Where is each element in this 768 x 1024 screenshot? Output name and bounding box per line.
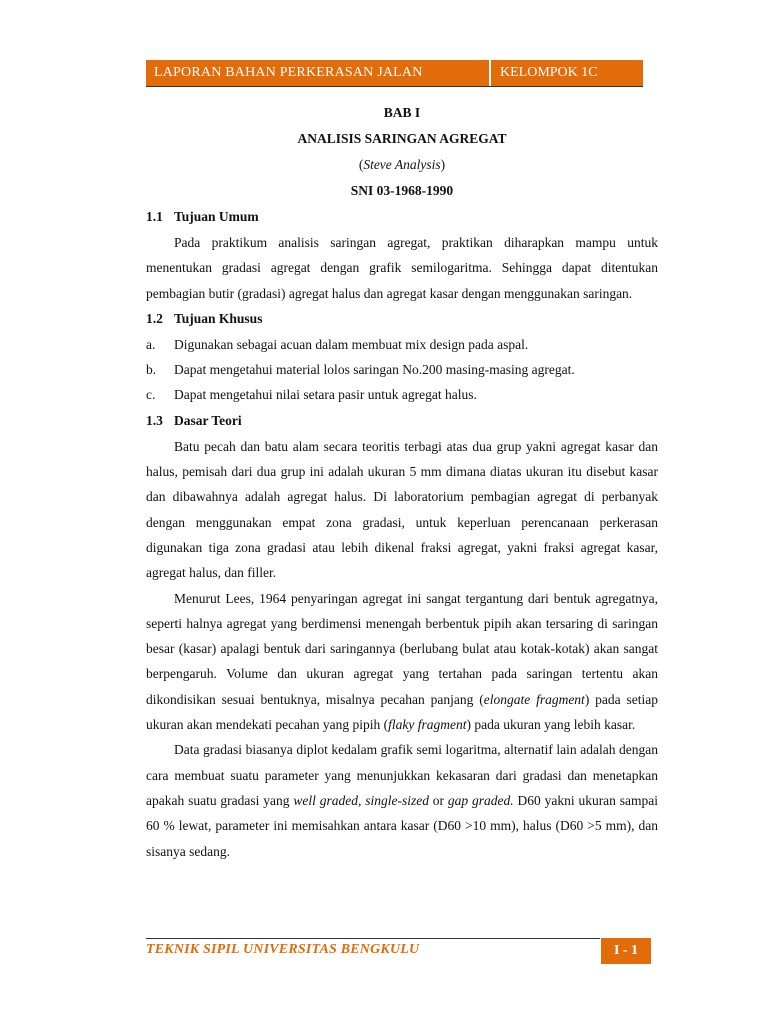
section-number: 1.1 — [146, 209, 163, 224]
list-item-text: Digunakan sebagai acuan dalam membuat mix design pada aspal. — [174, 336, 529, 352]
para3-term-single-sized: single-sized — [365, 792, 429, 808]
para3-term-well-graded: well graded, — [293, 792, 362, 808]
section-title: Tujuan Umum — [174, 209, 259, 224]
para2-text-a: Menurut Lees, 1964 penyaringan agregat ini sangat tergantung dari bentuk agregatnya, seperti halnya agregat yang berdimensi menengah berbentuk pipih akan tersaring di saringan besar (kasar) apalagi bentuk dari saringannya (berlubang bulat atau kotak-kotak) akan sangat berpengaruh. Volume dan ukuran agregat yang tertahan pada saringan tertentu akan dikondisikan sesuai bentuknya, misalnya pecahan panjang ( — [146, 590, 658, 707]
section-heading-1-2 — [146, 306, 658, 332]
para2-term-elongate: elongate fragment — [483, 691, 585, 707]
subtitle-text: Steve Analysis — [363, 157, 441, 172]
footer-institution: TEKNIK SIPIL UNIVERSITAS BENGKULU — [146, 942, 420, 957]
list-item-text: Dapat mengetahui nilai setara pasir untuk agregat halus. — [174, 387, 477, 403]
chapter-label: BAB I — [383, 105, 421, 120]
para2-term-flaky: flaky fragment — [388, 717, 467, 733]
document-body — [146, 100, 658, 864]
chapter-title: ANALISIS SARINGAN AGREGAT — [297, 131, 507, 146]
paragraph-dasar-teori-2 — [146, 586, 658, 738]
paragraph-dasar-teori-1: Batu pecah dan batu alam secara teoritis terbagi atas dua grup yakni agregat kasar dan halus, pemisah dari dua grup ini adalah ukuran 5 mm dimana diatas ukuran itu disebut kasar dan dibawahnya adalah agregat halus. Di laboratorium pembagian agregat di perbanyak dengan menggunakan empat zona gradasi, untuk keperluan perencanaan perkerasan digunakan tiga zona gradasi atau lebih dikenal fraksi agregat, yakni fraksi agregat kasar, agregat halus, dan filler. — [146, 438, 658, 581]
section-number: 1.2 — [146, 310, 163, 326]
list-marker: b. — [146, 362, 157, 378]
para3-text-a: Data gradasi biasanya diplot kedalam grafik semi logaritma, alternatif lain adalah dengan cara membuat suatu parameter yang menunjukkan kekasaran dari gradasi dan menetapkan apakah suatu gradasi yang — [146, 742, 658, 808]
footer-divider — [146, 938, 600, 939]
para3-text-e: or — [428, 792, 448, 808]
section-heading-1-1 — [146, 204, 658, 230]
subtitle-open-paren: ( — [358, 157, 364, 172]
list-item — [146, 382, 658, 407]
paragraph-dasar-teori-3 — [146, 737, 658, 863]
page-header — [146, 60, 643, 86]
para3-term-gap-graded: gap graded. — [447, 792, 514, 808]
header-report-title: LAPORAN BAHAN PERKERASAN JALAN — [146, 60, 489, 86]
page-number: I - 1 — [601, 938, 651, 964]
para3-text-g: D60 yakni ukuran sampai 60 % lewat, parameter ini memisahkan antara kasar (D60 >10 mm), halus (D60 >5 mm), dan sisanya sedang. — [146, 792, 659, 859]
paragraph-tujuan-umum: Pada praktikum analisis saringan agregat, praktikan diharapkan mampu untuk menentukan gradasi agregat dengan grafik semilogaritma. Sehingga dapat ditentukan pembagian butir (gradasi) agregat halus dan agregat kasar dengan menggunakan saringan. — [146, 235, 658, 301]
list-item — [146, 332, 658, 357]
list-marker: a. — [146, 336, 156, 352]
chapter-subtitle — [146, 152, 658, 178]
header-group-label: KELOMPOK 1C — [491, 60, 643, 86]
header-divider — [146, 86, 643, 87]
list-item-text: Dapat mengetahui material lolos saringan No.200 masing-masing agregat. — [174, 362, 575, 378]
standard-number: SNI 03-1968-1990 — [350, 183, 454, 198]
list-marker: c. — [146, 387, 156, 403]
section-heading-1-3 — [146, 408, 658, 434]
para2-text-c: ) pada setiap ukuran akan mendekati pecahan yang pipih ( — [146, 691, 659, 733]
section-title: Dasar Teori — [174, 412, 242, 428]
para2-text-e: ) pada ukuran yang lebih kasar. — [466, 717, 636, 733]
subtitle-close-paren: ) — [440, 157, 446, 172]
list-item — [146, 357, 658, 382]
section-title: Tujuan Khusus — [174, 310, 263, 326]
section-number: 1.3 — [146, 412, 163, 428]
